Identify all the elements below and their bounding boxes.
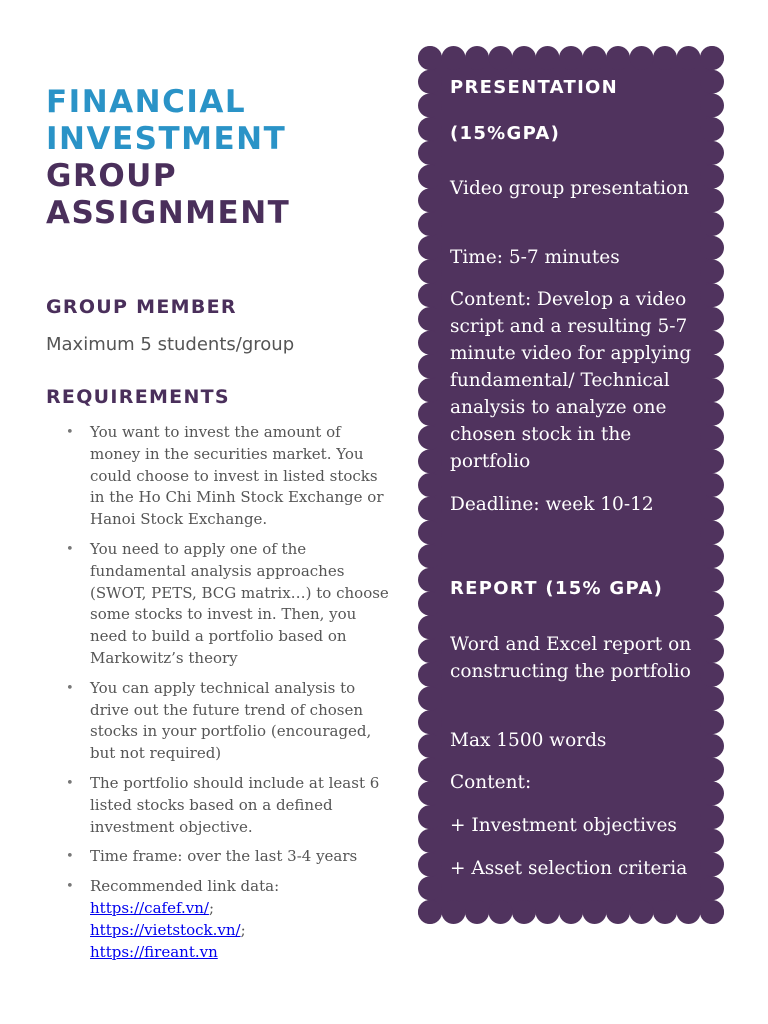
- requirement-item: • You can apply technical analysis to drive out the future trend of chosen stocks in your portfolio (encouraged, but not required): [66, 678, 372, 763]
- scallop-circle: [418, 212, 442, 236]
- scallop-circle: [700, 687, 724, 711]
- scallop-circle: [418, 260, 442, 284]
- scallop-circle: [418, 426, 442, 450]
- requirements-heading: REQUIREMENTS: [46, 386, 230, 408]
- report-word-limit: Max 1500 words: [450, 730, 607, 751]
- scallop-circle: [418, 70, 442, 94]
- scallop-circle: [418, 331, 442, 355]
- scallop-circle: [512, 900, 536, 924]
- presentation-time: Time: 5-7 minutes: [450, 247, 620, 268]
- presentation-format: Video group presentation: [450, 178, 690, 199]
- requirement-item: • Time frame: over the last 3-4 years: [66, 847, 358, 866]
- link-fireant[interactable]: https://fireant.vn: [90, 942, 218, 961]
- scallop-circle: [418, 141, 442, 165]
- scallop-circle: [418, 639, 442, 663]
- scallop-circle: [418, 615, 442, 639]
- scallop-circle: [677, 900, 701, 924]
- scallop-circle: [700, 592, 724, 616]
- requirement-item: • You need to apply one of the fundamental analysis approaches (SWOT, PETS, BCG matrix…) to choose some stocks to invest in. Then, you need to build a portfolio based on Markowitz’s theory: [66, 539, 389, 667]
- report-content-label: Content:: [450, 772, 532, 793]
- scallop-circle: [418, 188, 442, 212]
- scallop-circle: [418, 687, 442, 711]
- scallop-circle: [418, 900, 442, 924]
- presentation-heading: PRESENTATION: [450, 77, 619, 98]
- scallop-circle: [583, 46, 607, 70]
- group-member-heading: GROUP MEMBER: [46, 296, 237, 318]
- scallop-circle: [700, 212, 724, 236]
- scallop-circle: [418, 473, 442, 497]
- scallop-circle: [418, 520, 442, 544]
- presentation-content: Content: Develop a video script and a resulting 5-7 minute video for applying fundamental/ Technical analysis to analyze one chosen stock in the portfolio: [450, 289, 692, 472]
- scallop-circle: [700, 900, 724, 924]
- scallop-circle: [418, 853, 442, 877]
- scallop-circle: [700, 568, 724, 592]
- presentation-deadline: Deadline: week 10-12: [450, 494, 654, 515]
- scallop-circle: [418, 378, 442, 402]
- scallop-circle: [418, 663, 442, 687]
- links-label: Recommended link data:: [90, 877, 280, 896]
- scallop-circle: [630, 46, 654, 70]
- title-line-financial: FINANCIAL: [46, 84, 247, 120]
- scallop-circle: [489, 900, 513, 924]
- scallop-circle: [418, 829, 442, 853]
- scallop-circle: [700, 117, 724, 141]
- requirement-item: • The portfolio should include at least 6 listed stocks based on a defined investment objective.: [66, 773, 380, 836]
- scallop-circle: [653, 900, 677, 924]
- report-item-criteria: + Asset selection criteria: [450, 858, 688, 879]
- scallop-circle: [418, 544, 442, 568]
- scallop-circle: [606, 46, 630, 70]
- link-vietstock[interactable]: https://vietstock.vn/: [90, 920, 241, 939]
- scallop-circle: [418, 283, 442, 307]
- scallop-circle: [418, 734, 442, 758]
- title-line-assignment: ASSIGNMENT: [46, 195, 291, 231]
- scallop-circle: [418, 497, 442, 521]
- scallop-circle: [418, 117, 442, 141]
- title-line-investment: INVESTMENT: [46, 121, 287, 157]
- scallop-circle: [418, 307, 442, 331]
- scallop-circle: [630, 900, 654, 924]
- group-member-text: Maximum 5 students/group: [46, 334, 295, 355]
- scallop-circle: [418, 402, 442, 426]
- scallop-circle: [700, 141, 724, 165]
- scallop-circle: [442, 900, 466, 924]
- report-item-objectives: + Investment objectives: [450, 815, 677, 836]
- scallop-circle: [653, 46, 677, 70]
- scallop-circle: [559, 46, 583, 70]
- scallop-circle: [418, 758, 442, 782]
- presentation-weight: (15%GPA): [450, 123, 561, 144]
- scallop-circle: [700, 46, 724, 70]
- scallop-circle: [418, 710, 442, 734]
- scallop-circle: [559, 900, 583, 924]
- scallop-circle: [465, 46, 489, 70]
- scallop-circle: [418, 165, 442, 189]
- scallop-circle: [606, 900, 630, 924]
- scallop-circle: [536, 900, 560, 924]
- scallop-circle: [418, 876, 442, 900]
- scallop-circle: [700, 70, 724, 94]
- scallop-circle: [512, 46, 536, 70]
- scallop-circle: [418, 93, 442, 117]
- requirements-list: [46, 422, 391, 971]
- scallop-circle: [465, 900, 489, 924]
- report-format: Word and Excel report on constructing the portfolio: [450, 634, 692, 682]
- scallop-circle: [418, 449, 442, 473]
- link-cafef[interactable]: https://cafef.vn/: [90, 898, 209, 917]
- requirement-item: • You want to invest the amount of money in the securities market. You could choose to invest in listed stocks in the Ho Chi Minh Stock Exchange or Hanoi Stock Exchange.: [66, 423, 384, 529]
- scallop-circle: [418, 781, 442, 805]
- scallop-circle: [418, 236, 442, 260]
- scallop-circle: [583, 900, 607, 924]
- scallop-circle: [418, 568, 442, 592]
- scallop-circle: [418, 592, 442, 616]
- scallop-circle: [700, 544, 724, 568]
- scallop-circle: [700, 93, 724, 117]
- scallop-circle: [536, 46, 560, 70]
- scallop-circle: [418, 354, 442, 378]
- scallop-circle: [489, 46, 513, 70]
- report-heading: REPORT (15% GPA): [450, 578, 664, 599]
- requirement-item-links: • Recommended link data: https://cafef.vn/; https://vietstock.vn/; https://fireant.vn: [66, 877, 280, 961]
- title-line-group: GROUP: [46, 158, 178, 194]
- scallop-circle: [418, 46, 442, 70]
- scallop-circle: [418, 805, 442, 829]
- page-title: [46, 84, 290, 232]
- scallop-circle: [700, 520, 724, 544]
- scallop-circle: [677, 46, 701, 70]
- scallop-circle: [442, 46, 466, 70]
